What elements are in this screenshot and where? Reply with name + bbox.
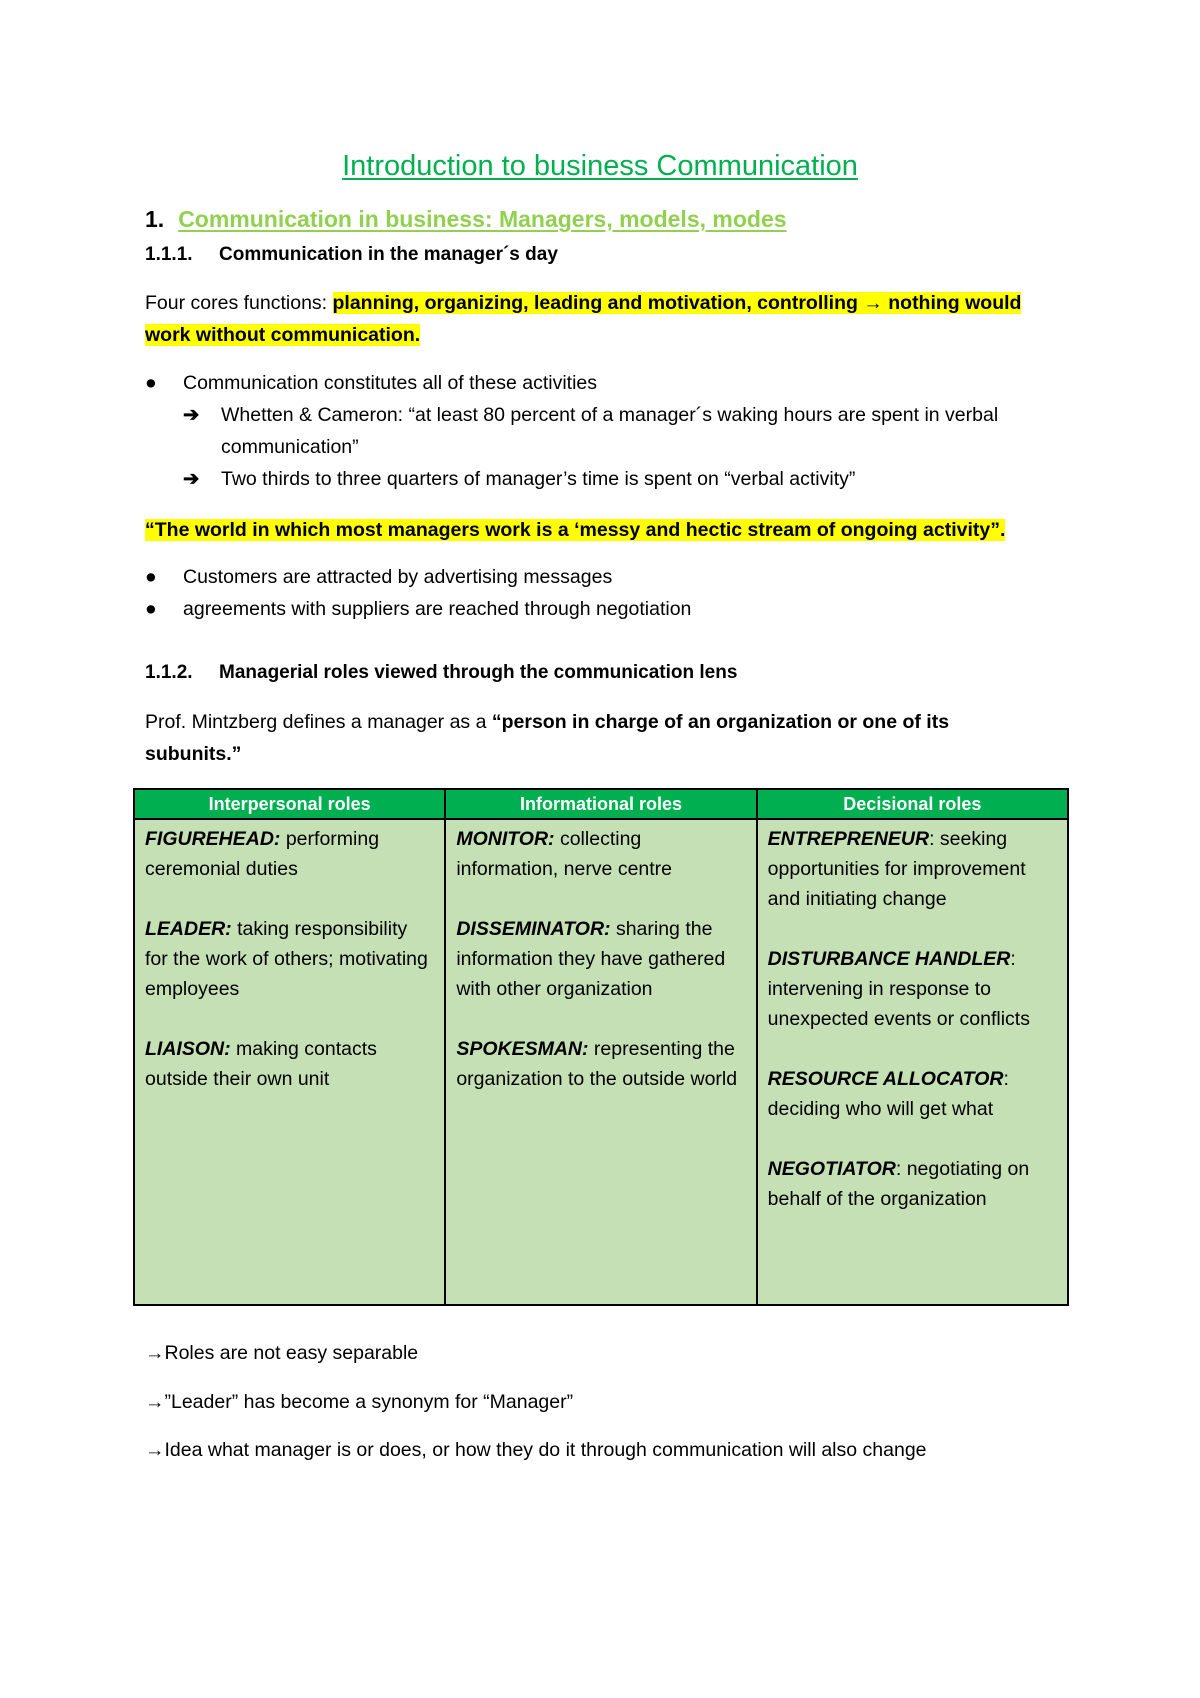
conclusion-text: Roles are not easy separable — [164, 1342, 419, 1364]
subsection-number: 1.1.2. — [145, 662, 193, 683]
role-description: sharing the information they have gathered with other organization — [456, 918, 726, 1000]
role-entry — [456, 824, 745, 884]
role-entry — [145, 824, 434, 884]
list-item — [145, 593, 691, 625]
role-entry — [145, 914, 434, 1004]
role-name: NEGOTIATOR — [767, 1158, 896, 1180]
table-row — [134, 819, 1068, 1305]
subsection-title: Managerial roles viewed through the communication lens — [219, 662, 738, 683]
role-description: representing the organization to the outside world — [456, 1038, 738, 1090]
role-entry — [456, 914, 745, 1004]
bullet-icon: ● — [145, 598, 157, 620]
sub-bullet-text: Whetten & Cameron: “at least 80 percent of a manager´s waking hours are spent in verbal communication” — [221, 404, 999, 458]
list-item — [183, 399, 1081, 463]
managerial-roles-table — [133, 788, 1069, 1306]
arrow-icon: → — [145, 1342, 165, 1364]
mintzberg-paragraph — [145, 706, 1045, 770]
role-description: collecting information, nerve centre — [456, 828, 673, 880]
role-description: performing ceremonial duties — [145, 828, 380, 880]
role-name: ENTREPRENEUR — [767, 828, 930, 850]
arrow-icon: → — [145, 1391, 165, 1413]
list-item — [145, 561, 691, 593]
arrow-icon: ➔ — [183, 404, 200, 426]
core-functions-prefix: Four cores functions: — [145, 292, 333, 314]
section-heading-1 — [145, 206, 787, 233]
role-entry — [456, 1034, 745, 1094]
role-name: SPOKESMAN: — [456, 1038, 589, 1060]
conclusion-line — [145, 1391, 573, 1414]
role-description: : intervening in response to unexpected events or conflicts — [767, 948, 1030, 1030]
header-decisional-roles: Decisional roles — [757, 789, 1068, 819]
role-name: LIAISON: — [145, 1038, 231, 1060]
informational-roles-cell — [445, 819, 756, 1305]
role-name: LEADER: — [145, 918, 232, 940]
subsection-heading-1-1-2 — [145, 662, 737, 684]
core-functions-highlight: planning, organizing, leading and motivation, controlling → nothing would work without communication. — [145, 292, 1022, 346]
decisional-roles-cell — [757, 819, 1068, 1305]
sub-bullet-text: Two thirds to three quarters of manager’s time is spent on “verbal activity” — [221, 468, 856, 490]
role-description: : negotiating on behalf of the organization — [767, 1158, 1030, 1210]
role-description: : seeking opportunities for improvement and initiating change — [767, 828, 1026, 910]
bullet-text: agreements with suppliers are reached through negotiation — [183, 598, 692, 620]
subsection-heading-1-1-1 — [145, 244, 558, 266]
section-title: Communication in business: Managers, models, modes — [178, 206, 787, 232]
role-entry — [145, 1034, 434, 1094]
role-name: FIGUREHEAD: — [145, 828, 281, 850]
role-description: : deciding who will get what — [767, 1068, 1009, 1120]
activities-bullet-list — [145, 367, 1081, 495]
arrow-icon: ➔ — [183, 468, 200, 490]
bullet-icon: ● — [145, 372, 157, 394]
table-header-row — [134, 789, 1068, 819]
role-name: DISTURBANCE HANDLER — [767, 948, 1011, 970]
quote-highlight: “The world in which most managers work is a ‘messy and hectic stream of ongoing activity”. — [145, 519, 1006, 541]
role-entry — [768, 1064, 1057, 1124]
examples-bullet-list — [145, 561, 691, 625]
bullet-text: Customers are attracted by advertising messages — [183, 566, 613, 588]
conclusion-line — [145, 1439, 927, 1462]
role-name: DISSEMINATOR: — [456, 918, 611, 940]
bullet-icon: ● — [145, 566, 157, 588]
conclusion-text: Idea what manager is or does, or how they do it through communication will also change — [164, 1439, 927, 1461]
list-item — [183, 463, 1081, 495]
mintzberg-definition: “person in charge of an organization or one of its subunits.” — [145, 711, 950, 765]
bullet-text: Communication constitutes all of these activities — [183, 372, 598, 394]
conclusion-line — [145, 1342, 418, 1365]
role-entry — [768, 944, 1057, 1034]
role-name: MONITOR: — [456, 828, 555, 850]
mintzberg-prefix: Prof. Mintzberg defines a manager as a — [145, 711, 492, 733]
document-title: Introduction to business Communication — [342, 150, 858, 182]
subsection-number: 1.1.1. — [145, 244, 193, 265]
arrow-icon: → — [145, 1439, 165, 1461]
conclusion-text: ”Leader” has become a synonym for “Manager” — [164, 1391, 574, 1413]
subsection-title: Communication in the manager´s day — [219, 244, 558, 265]
role-name: RESOURCE ALLOCATOR — [767, 1068, 1004, 1090]
role-entry — [768, 824, 1057, 914]
section-number: 1. — [145, 206, 165, 232]
core-functions-paragraph — [145, 287, 1045, 351]
role-description: making contacts outside their own unit — [145, 1038, 377, 1090]
role-description: taking responsibility for the work of others; motivating employees — [145, 918, 428, 1000]
quote-paragraph — [145, 514, 1095, 546]
header-interpersonal-roles: Interpersonal roles — [134, 789, 445, 819]
header-informational-roles: Informational roles — [445, 789, 756, 819]
arrow-sub-list — [183, 399, 1081, 495]
role-entry — [768, 1154, 1057, 1214]
list-item — [145, 367, 1081, 495]
interpersonal-roles-cell — [134, 819, 445, 1305]
